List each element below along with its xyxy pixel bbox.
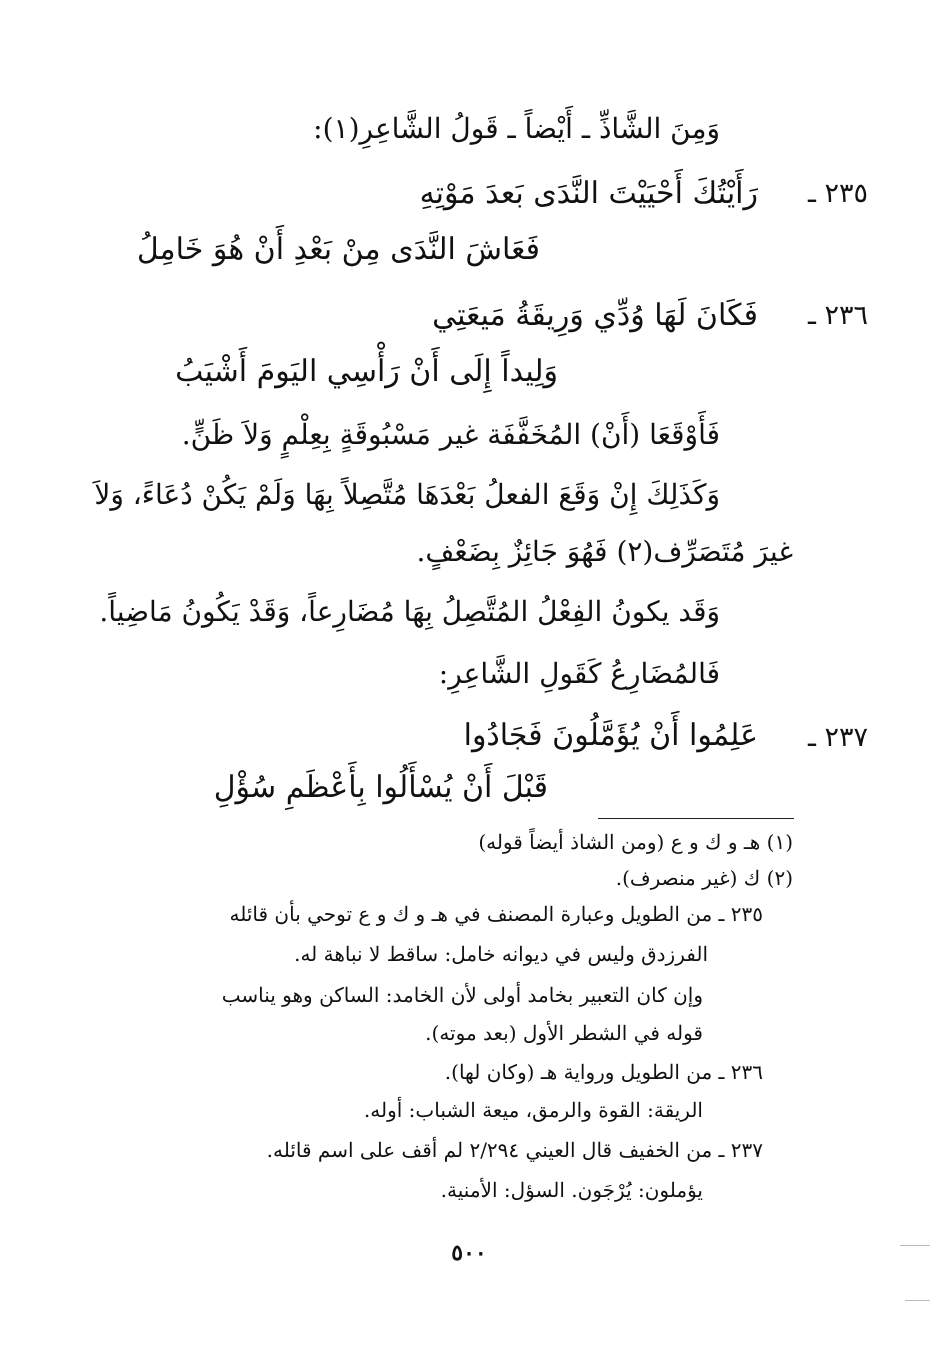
verse-236-second-hemistich: وَلِيداً إِلَى أَنْ رَأْسِي اليَومَ أَشْيَبُ xyxy=(175,354,558,389)
verse-235-second-hemistich: فَعَاشَ النَّدَى مِنْ بَعْدِ أَنْ هُوَ خَامِلُ xyxy=(136,232,540,267)
verse-number-236: ٢٣٦ ـ xyxy=(807,300,868,331)
note-236-line-1: ٢٣٦ ـ من الطويل ورواية هـ (وكان لها). xyxy=(444,1060,763,1084)
intro-line: وَمِنَ الشَّاذِّ ـ أَيْضاً ـ قَولُ الشَّاعِرِ(١): xyxy=(313,112,720,145)
page-number: ٥٠٠ xyxy=(451,1240,487,1266)
paragraph-fourth: فَالمُضَارِعُ كَقَولِ الشَّاعِرِ: xyxy=(438,657,720,690)
note-236-line-2: الريقة: القوة والرمق، ميعة الشباب: أوله. xyxy=(363,1098,703,1122)
note-235-line-1: ٢٣٥ ـ من الطويل وعبارة المصنف في هـ و ك و ع توحي بأن قائله xyxy=(229,902,763,926)
note-235-line-4: قوله في الشطر الأول (بعد موته). xyxy=(425,1021,703,1045)
paragraph-second-line-2: غيرَ مُتَصَرِّف(٢) فَهُوَ جَائِزٌ بِضَعْفٍ. xyxy=(416,535,793,568)
paragraph-second-line-1: وَكَذَلِكَ إِنْ وَقَعَ الفعلُ بَعْدَهَا مُتَّصِلاً بِهَا وَلَمْ يَكُنْ دُعَاءً، وَلاَ xyxy=(94,478,720,511)
scan-speck xyxy=(900,1245,930,1246)
footnote-separator xyxy=(598,818,794,819)
verse-237-second-hemistich: قَبْلَ أَنْ يُسْأَلُوا بِأَعْظَمِ سُؤْلِ xyxy=(213,770,548,805)
verse-235-first-hemistich: رَأَيْتُكَ أَحْيَيْتَ النَّدَى بَعدَ مَوْتِهِ xyxy=(419,176,758,211)
footnote-2: (٢) ك (غير منصرف). xyxy=(615,866,793,890)
verse-number-237: ٢٣٧ ـ xyxy=(807,722,868,753)
note-237-line-2: يؤملون: يُرْجَون. السؤل: الأمنية. xyxy=(440,1178,703,1202)
note-237-line-1: ٢٣٧ ـ من الخفيف قال العيني ٢/٢٩٤ لم أقف على اسم قائله. xyxy=(266,1138,763,1162)
scan-speck xyxy=(905,1300,930,1301)
verse-236-first-hemistich: فَكَانَ لَهَا وُدِّي وَرِيقَةُ مَيعَتِي xyxy=(432,298,758,333)
note-235-line-3: وإن كان التعبير بخامد أولى لأن الخامد: الساكن وهو يناسب xyxy=(221,983,703,1007)
paragraph-first: فَأَوْقَعَا (أَنْ) المُخَفَّفَة غير مَسْبُوقَةٍ بِعِلْمٍ وَلاَ ظَنٍّ. xyxy=(181,418,720,451)
paragraph-third: وَقَد يكونُ الفِعْلُ المُتَّصِلُ بِهَا مُضَارِعاً، وَقَدْ يَكُونُ مَاضِياً. xyxy=(99,595,720,628)
note-235-line-2: الفرزدق وليس في ديوانه خامل: ساقط لا نباهة له. xyxy=(294,942,708,966)
footnote-1: (١) هـ و ك و ع (ومن الشاذ أيضاً قوله) xyxy=(478,830,793,854)
verse-237-first-hemistich: عَلِمُوا أَنْ يُؤَمَّلُونَ فَجَادُوا xyxy=(463,718,758,753)
verse-number-235: ٢٣٥ ـ xyxy=(807,178,868,209)
